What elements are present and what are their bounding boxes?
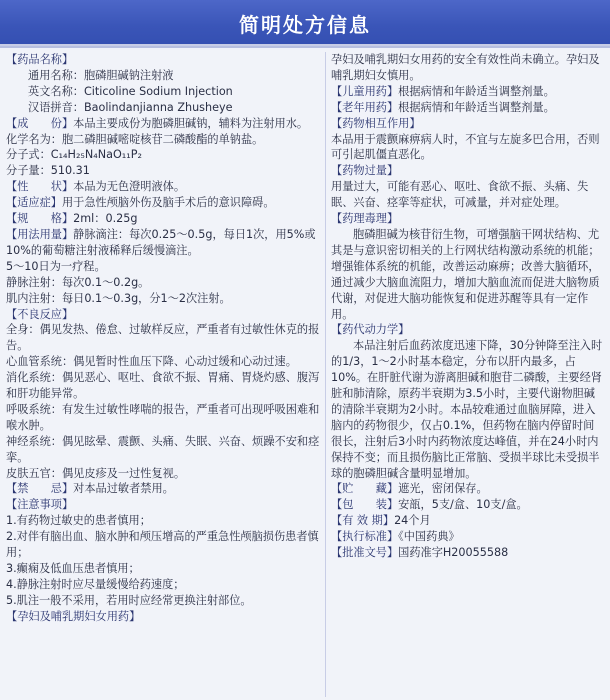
generic-name: 通用名称：胞磷胆碱钠注射液 bbox=[28, 68, 174, 82]
pharmacokinetics-label: 【药代动力学】 bbox=[331, 323, 410, 337]
approval-text: 国药准字H20055588 bbox=[398, 546, 509, 560]
contra-text: 对本品过敏者禁用。 bbox=[73, 482, 174, 496]
caution-item-1: 1.有药物过敏史的患者慎用； bbox=[6, 514, 151, 528]
adverse-nervous: 神经系统：偶见眩晕、震颤、头痛、失眠、兴奋、烦躁不安和痉挛。 bbox=[6, 434, 320, 464]
adverse-respiratory: 呼吸系统：有发生过敏性哮喘的报告，严重者可出现呼吸困难和喉水肿。 bbox=[6, 402, 320, 432]
interaction-text: 本品用于震颤麻痹病人时，不宜与左旋多巴合用，否则可引起肌僵直恶化。 bbox=[331, 132, 600, 162]
pharmacology-text: 胞磷胆碱为核苷衍生物，可增强脑干网状结构、尤其是与意识密切相关的上行网状结构激动系统的机能；增强锥体系统的机能，改善运动麻痹；改善大脑循环，通过减少大脑血流阻力，增加大脑血流而促进大脑物质代谢，对促进大脑功能恢复和促进苏醒等具有一定作用。 bbox=[331, 227, 600, 321]
adverse-skin: 皮肤五官：偶见皮疹及一过性复视。 bbox=[6, 466, 186, 480]
usage-line-3: 静脉注射：每次0.1～0.2g。 bbox=[6, 275, 150, 289]
header-divider bbox=[0, 46, 610, 48]
pharmacokinetics-text: 本品注射后血药浓度迅速下降，30分钟降至注入时的1/3，1～2小时基本稳定，分布以肝内最多，占10%。在肝脏代谢为游离胆碱和胞苷二磷酸，主要经肾脏和肺清除，原药半衰期为3.5小时，主要代谢物胆碱的清除半衰期为2小时。本品较难通过血脑屏障，进入脑内的药物很少，仅占0.1%，但药物在脑内停留时间很长，注射后3小时内药物浓度达峰值，并在24小时内保持不变；而且损伤脑比正常脑、受损半球比未受损半球的胞磷胆碱含量明显增加。 bbox=[331, 339, 603, 480]
storage-label: 【贮 藏】 bbox=[331, 482, 399, 496]
header-banner bbox=[0, 0, 610, 46]
usage-section bbox=[6, 227, 323, 259]
page-title: 简明处方信息 bbox=[239, 13, 371, 37]
usage-line-2: 5～10日为一疗程。 bbox=[6, 259, 106, 273]
package-section bbox=[331, 497, 604, 513]
formula: 分子式：C₁₄H₂₅N₄NaO₁₁P₂ bbox=[6, 148, 142, 162]
molecular-weight: 分子量：510.31 bbox=[6, 164, 90, 178]
property-label: 【性 状】 bbox=[6, 180, 74, 194]
usage-line-1: 静脉滴注：每次0.25～0.5g，每日1次，用5%或10%的葡萄糖注射液稀释后缓慢滴注。 bbox=[6, 227, 316, 257]
right-column bbox=[331, 52, 604, 561]
standard-text: 《中国药典》 bbox=[398, 530, 460, 544]
caution-item-5: 5.肌注一般不采用，若用时应经常更换注射部位。 bbox=[6, 593, 252, 607]
chem-name: 化学名为：胞二磷胆碱嘧啶核苷二磷酸酯的单钠盐。 bbox=[6, 132, 264, 146]
indication-text: 用于急性颅脑外伤及脑手术后的意识障碍。 bbox=[61, 196, 275, 210]
adverse-label: 【不良反应】 bbox=[6, 307, 74, 321]
english-name: 英文名称：Citicoline Sodium Injection bbox=[28, 84, 233, 98]
package-label: 【包 装】 bbox=[331, 498, 399, 512]
spec-label: 【规 格】 bbox=[6, 212, 74, 226]
child-label: 【儿童用药】 bbox=[331, 84, 399, 98]
contra-section bbox=[6, 481, 323, 497]
elder-text: 根据病情和年龄适当调整剂量。 bbox=[398, 100, 555, 114]
overdose-label: 【药物过量】 bbox=[331, 164, 399, 178]
caution-item-2: 2.对伴有脑出血、脑水肿和颅压增高的严重急性颅脑损伤患者慎用； bbox=[6, 530, 319, 560]
usage-label: 【用法用量】 bbox=[6, 227, 74, 241]
drug-name-label: 【药品名称】 bbox=[6, 53, 74, 66]
caution-item-4: 4.静脉注射时应尽量缓慢给药速度； bbox=[6, 577, 185, 591]
storage-text: 遮光，密闭保存。 bbox=[398, 482, 488, 496]
usage-line-4: 肌内注射：每日0.1～0.3g，分1～2次注射。 bbox=[6, 291, 231, 305]
child-section bbox=[331, 84, 604, 100]
pinyin-name: 汉语拼音：Baolindanjianna Zhusheye bbox=[28, 100, 233, 114]
indication-label: 【适应症】 bbox=[6, 196, 62, 210]
storage-section bbox=[331, 481, 604, 497]
pregnancy-text: 孕妇及哺乳期妇女用药的安全有效性尚未确立。孕妇及哺乳期妇女慎用。 bbox=[331, 53, 600, 82]
validity-label: 【有 效 期】 bbox=[331, 514, 395, 528]
adverse-general: 全身：偶见发热、倦怠、过敏样反应，严重者有过敏性休克的报告。 bbox=[6, 323, 320, 353]
ingredients-section bbox=[6, 116, 323, 132]
validity-section bbox=[331, 513, 604, 529]
pharmacology-label: 【药理毒理】 bbox=[331, 212, 399, 226]
approval-label: 【批准文号】 bbox=[331, 546, 399, 560]
adverse-cardio: 心血管系统：偶见暂时性血压下降、心动过缓和心动过速。 bbox=[6, 355, 297, 369]
package-text: 安瓿，5支/盒、10支/盒。 bbox=[398, 498, 528, 512]
caution-label: 【注意事项】 bbox=[6, 498, 74, 512]
ingredients-text: 本品主要成份为胞磷胆碱钠，辅料为注射用水。 bbox=[73, 116, 309, 130]
indication-section bbox=[6, 195, 323, 211]
standard-label: 【执行标准】 bbox=[331, 530, 399, 544]
spec-section bbox=[6, 211, 323, 227]
interaction-label: 【药物相互作用】 bbox=[331, 116, 421, 130]
overdose-text: 用量过大，可能有恶心、呕吐、食欲不振、头痛、失眠、兴奋、痉挛等症状，可减量，并对症处理。 bbox=[331, 180, 589, 210]
ingredients-label: 【成 份】 bbox=[6, 116, 74, 130]
elder-label: 【老年用药】 bbox=[331, 100, 399, 114]
standard-section bbox=[331, 529, 604, 545]
property-section bbox=[6, 179, 323, 195]
pregnancy-label: 【孕妇及哺乳期妇女用药】 bbox=[6, 609, 141, 623]
child-text: 根据病情和年龄适当调整剂量。 bbox=[398, 84, 555, 98]
column-divider bbox=[325, 52, 326, 697]
caution-item-3: 3.癫痫及低血压患者慎用； bbox=[6, 562, 140, 575]
approval-section bbox=[331, 545, 604, 561]
contra-label: 【禁 忌】 bbox=[6, 482, 74, 496]
validity-text: 24个月 bbox=[394, 514, 431, 528]
adverse-digestive: 消化系统：偶见恶心、呕吐、食欲不振、胃痛、胃烧灼感、腹泻和肝功能异常。 bbox=[6, 371, 320, 401]
property-text: 本品为无色澄明液体。 bbox=[73, 180, 186, 194]
elder-section bbox=[331, 100, 604, 116]
spec-text: 2ml：0.25g bbox=[73, 212, 138, 226]
left-column bbox=[6, 52, 323, 625]
